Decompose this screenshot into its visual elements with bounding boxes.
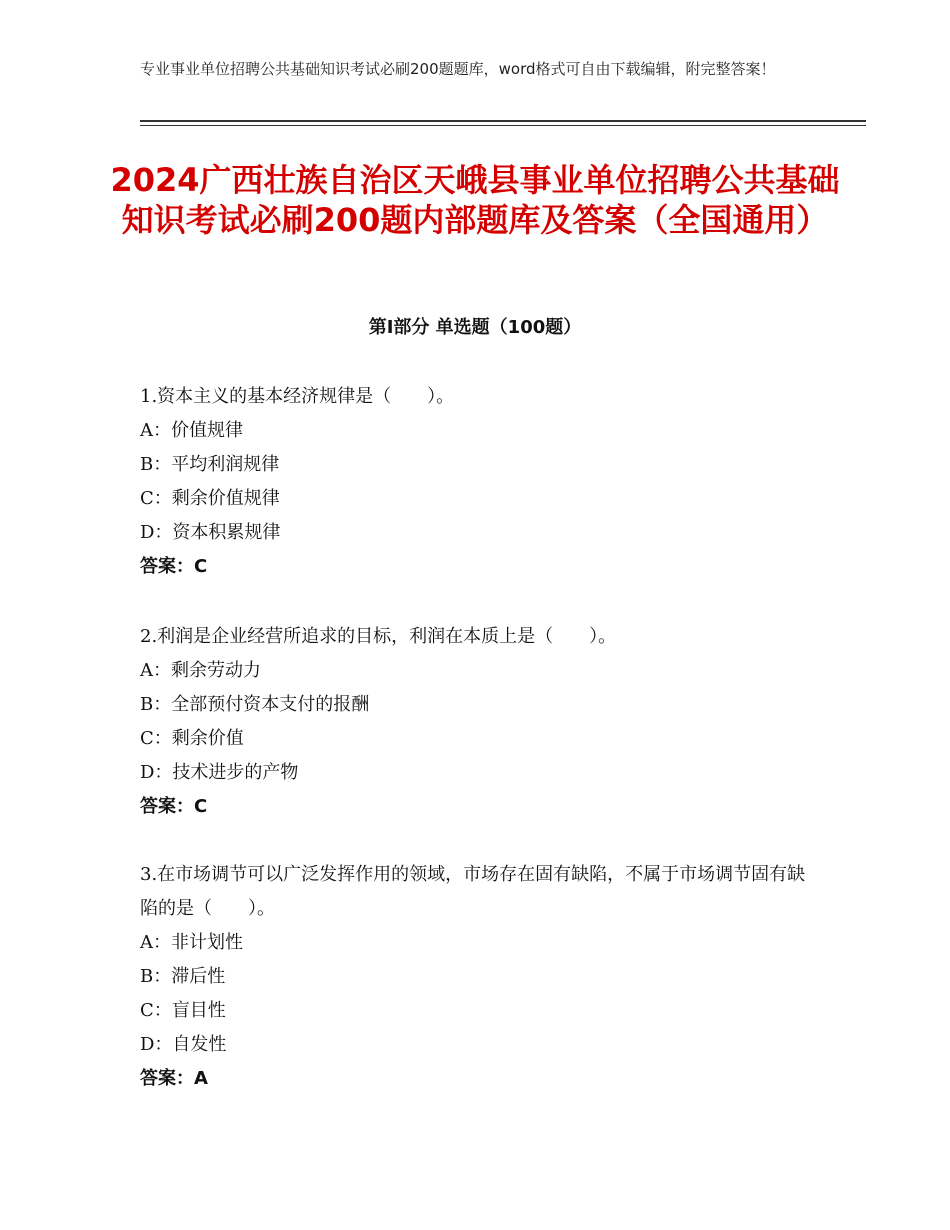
question-stem: 2.利润是企业经营所追求的目标，利润在本质上是（ ）。 (140, 626, 617, 647)
option-a: A：价值规律 (140, 420, 243, 441)
header-divider-thick (140, 120, 866, 122)
header-note: 专业事业单位招聘公共基础知识考试必刷200题题库，word格式可自由下载编辑，附完整答案！ (140, 60, 776, 78)
answer: 答案：A (140, 1068, 208, 1089)
option-d: D：技术进步的产物 (140, 762, 299, 783)
header-divider-thin (140, 125, 866, 126)
option-b: B：全部预付资本支付的报酬 (140, 694, 370, 715)
question-3 (140, 858, 820, 1096)
option-c: C：盲目性 (140, 1000, 226, 1021)
option-a: A：非计划性 (140, 932, 243, 953)
answer: 答案：C (140, 556, 208, 577)
question-stem: 1.资本主义的基本经济规律是（ ）。 (140, 386, 455, 407)
question-stem: 3.在市场调节可以广泛发挥作用的领域，市场存在固有缺陷，不属于市场调节固有缺陷的是（ ）。 (140, 864, 806, 919)
answer: 答案：C (140, 796, 208, 817)
option-d: D：自发性 (140, 1034, 227, 1055)
option-c: C：剩余价值 (140, 728, 244, 749)
option-d: D：资本积累规律 (140, 522, 281, 543)
option-b: B：滞后性 (140, 966, 226, 987)
option-a: A：剩余劳动力 (140, 660, 261, 681)
option-c: C：剩余价值规律 (140, 488, 280, 509)
question-2 (140, 620, 820, 824)
option-b: B：平均利润规律 (140, 454, 280, 475)
question-1 (140, 380, 820, 584)
section-title: 第Ⅰ部分 单选题（100题） (368, 317, 582, 338)
document-title: 2024广西壮族自治区天峨县事业单位招聘公共基础知识考试必刷200题内部题库及答案（全国通用） (110, 161, 840, 239)
